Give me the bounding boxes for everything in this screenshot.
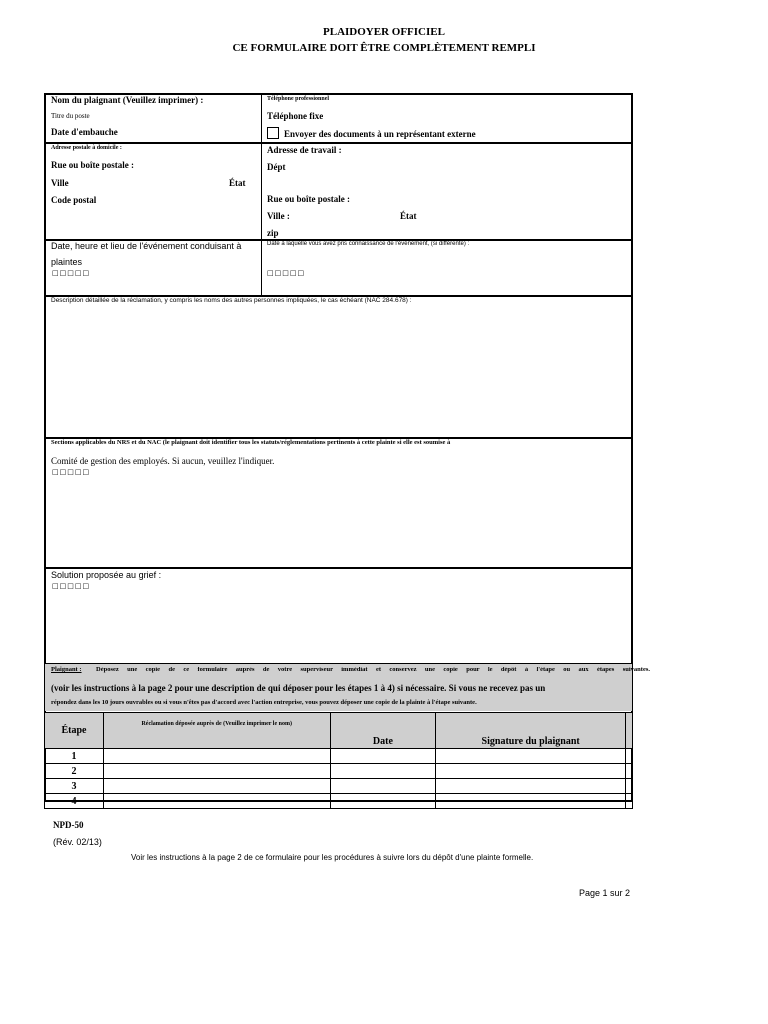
divider [44, 567, 633, 569]
job-title-field[interactable]: Titre du poste [51, 112, 90, 120]
description-label: Description détaillée de la réclamation, y compris les noms des autres personnes impliquées, le cas échéant (NAC 284.678) : [51, 297, 412, 304]
extra-cell [625, 779, 632, 794]
home-phone-field[interactable]: Téléphone fixe [267, 111, 324, 121]
table-row [45, 794, 633, 809]
steps-header-row [45, 713, 633, 749]
event-label: Date, heure et lieu de l'événement conduisant à [51, 241, 242, 251]
statutes-label: Sections applicables du NRS et du NAC (le plaignant doit identifier tous les statuts/réglementations pertinents à cette plainte si elle est soumise à [51, 439, 451, 446]
description-area[interactable] [46, 310, 631, 435]
date-cell[interactable] [330, 794, 436, 809]
date-cell[interactable] [330, 779, 436, 794]
work-city-field[interactable]: Ville : [267, 211, 290, 221]
signature-column-header: Signature du plaignant [436, 713, 626, 749]
home-postal-code-field[interactable]: Code postal [51, 195, 97, 205]
signature-cell[interactable] [436, 794, 626, 809]
complainant-name-field[interactable]: Nom du plaignant (Veuillez imprimer) : [51, 95, 204, 105]
proposed-solution-input-boxes[interactable]: □□□□□ [52, 582, 91, 590]
event-input-boxes[interactable]: □□□□□ [52, 269, 91, 277]
known-date-label: Date à laquelle vous avez pris connaissance de l'événement, (si différente) : [267, 241, 470, 247]
statutes-label-line2: Comité de gestion des employés. Si aucun, veuillez l'indiquer. [51, 456, 275, 466]
revision-date: (Rév. 02/13) [53, 837, 102, 847]
event-label-line2: plaintes [51, 257, 83, 267]
work-street-field[interactable]: Rue ou boîte postale : [267, 194, 350, 204]
step-number: 4 [45, 794, 104, 809]
work-address-label: Adresse de travail : [267, 145, 342, 155]
home-street-field[interactable]: Rue ou boîte postale : [51, 160, 134, 170]
filed-with-cell[interactable] [103, 764, 330, 779]
home-city-field[interactable]: Ville [51, 178, 69, 188]
known-date-input-boxes[interactable]: □□□□□ [267, 269, 306, 277]
filed-with-cell[interactable] [103, 794, 330, 809]
filed-with-cell[interactable] [103, 779, 330, 794]
statutes-input-boxes[interactable]: □□□□□ [52, 468, 91, 476]
dept-field[interactable]: Dépt [267, 162, 286, 172]
table-row [45, 764, 633, 779]
instructions-line3: répondez dans les 10 jours ouvrables ou si vous n'êtes pas d'accord avec l'action entreprise, vous pouvez déposer une copie de la plainte à l'étape suivante. [51, 699, 477, 706]
send-external-label: Envoyer des documents à un représentant externe [284, 129, 476, 139]
form-subtitle: CE FORMULAIRE DOIT ÊTRE COMPLÈTEMENT REMPLI [232, 42, 536, 54]
hire-date-field[interactable]: Date d'embauche [51, 127, 118, 137]
work-phone-field[interactable]: Téléphone professionnel [267, 96, 330, 102]
page-number: Page 1 sur 2 [579, 888, 631, 898]
signature-cell[interactable] [436, 749, 626, 764]
table-row [45, 749, 633, 764]
extra-column [625, 713, 632, 749]
divider [44, 142, 633, 144]
home-state-field[interactable]: État [229, 178, 246, 188]
date-column-header: Date [330, 713, 436, 749]
step-number: 1 [45, 749, 104, 764]
step-number: 2 [45, 764, 104, 779]
step-number: 3 [45, 779, 104, 794]
filed-with-column-header: Réclamation déposée auprès de (Veuillez imprimer le nom) [103, 713, 330, 749]
date-cell[interactable] [330, 764, 436, 779]
proposed-solution-label: Solution proposée au grief : [51, 570, 162, 580]
extra-cell [625, 764, 632, 779]
signature-cell[interactable] [436, 764, 626, 779]
work-state-field[interactable]: État [400, 211, 417, 221]
zip-field[interactable]: zip [267, 228, 279, 238]
send-external-checkbox[interactable] [267, 127, 279, 139]
instructions-line2: (voir les instructions à la page 2 pour une description de qui déposer pour les étapes 1 à 4) si nécessaire. Si vous ne recevez pas un [51, 683, 546, 693]
column-divider [261, 94, 262, 295]
table-row [45, 779, 633, 794]
steps-table [44, 712, 633, 809]
instructions-line1: Déposez une copie de ce formulaire auprès de votre superviseur immédiat et conservez une copie pour le dépôt à l'étape ou aux étapes suivantes. [96, 667, 650, 673]
home-address-label: Adresse postale à domicile : [51, 145, 122, 151]
instructions-lead: Plaignant : [51, 666, 82, 673]
date-cell[interactable] [330, 749, 436, 764]
filed-with-cell[interactable] [103, 749, 330, 764]
signature-cell[interactable] [436, 779, 626, 794]
extra-cell [625, 794, 632, 809]
step-column-header: Étape [45, 713, 104, 749]
footer-note: Voir les instructions à la page 2 de ce formulaire pour les procédures à suivre lors du dépôt d'une plainte formelle. [131, 853, 534, 862]
extra-cell [625, 749, 632, 764]
form-code: NPD-50 [53, 820, 84, 830]
form-title: PLAIDOYER OFFICIEL [323, 26, 445, 38]
